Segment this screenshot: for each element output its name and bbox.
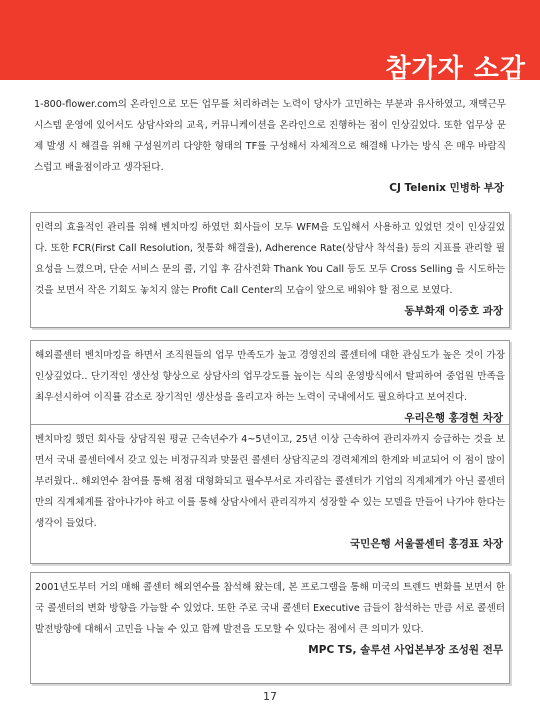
- quote-card-3: [30, 340, 510, 432]
- quote-card-5: [30, 572, 510, 684]
- quote-text: 벤치마킹 했던 회사들 상담직원 평균 근속년수가 4~5년이고, 25년 이상 근속하여 관리자까지 승급하는 것을 보면서 국내 콜센터에서 갖고 있는 비정규직과 맞물린 콜센터 상담직군의 경력체계의 한계와 비교되어 이 점이 많이 부러웠다.. 해외연수 참여를 통해 점점 대형화되고 필수부서로 자리잡는 콜센터가 기업의 직계체계가 아닌 콜센터 만의 직계체계를 잡아나가야 하고 이를 통해 상담사에서 관리직까지 성장할 수 있는 모델을 만들어 나가야 한다는 생각이 들었다.: [35, 434, 505, 529]
- quote-card-4: [30, 424, 510, 564]
- page-number: 17: [263, 690, 277, 703]
- quote-author: 국민은행 서울콜센터 홍경표 차장: [350, 538, 503, 550]
- quote-text: 1-800-flower.com의 온라인으로 모든 업무를 처리하려는 노력이 당사가 고민하는 부분과 유사하였고, 재택근무 시스템 운영에 있어서도 상담사와의 교육, 커뮤니케이션을 온라인으로 진행하는 점이 인상깊었다. 또한 업무상 문제 발생 시 해결을 위해 구성원끼리 다양한 형태의 TF를 구성해서 자체적으로 해결해 나가는 방식 은 매우 바람직스럽고 배울점이라고 생각된다.: [34, 99, 506, 173]
- quote-author: CJ Telenix 민병하 부장: [389, 182, 504, 194]
- header-bar: [0, 0, 540, 84]
- quote-author: MPC TS, 솔루션 사업본부장 조성원 전무: [308, 644, 503, 656]
- quote-card-1: [30, 90, 510, 198]
- quote-author: 우리은행 홍경현 차장: [404, 412, 503, 424]
- quote-card-2: [30, 212, 510, 328]
- quote-author: 동부화재 이중호 과장: [404, 305, 503, 317]
- page-title: 참가자 소감: [385, 54, 526, 84]
- quote-text: 인력의 효율적인 관리를 위해 벤치마킹 하였던 회사들이 모두 WFM을 도입해서 사용하고 있었던 것이 인상깊었다. 또한 FCR(First Call Resolution, 첫통화 해결율), Adherence Rate(상담사 착석율) 등의 지표를 관리할 필요성을 느꼈으며, 단순 서비스 문의 콜, 기입 후 감사전화 Thank You Call 등도 모두 Cross Selling 을 시도하는 것을 보면서 작은 기회도 놓치지 않는 Profit Call Center의 모습이 앞으로 배워야 할 점으로 보였다.: [35, 222, 505, 296]
- quote-text: 2001년도부터 거의 매해 콜센터 해외연수를 참석해 왔는데, 본 프로그램을 통해 미국의 트렌드 변화를 보면서 한국 콜센터의 변화 방향을 가늠할 수 있었다. 또한 주로 국내 콜센터 Executive 급들이 참석하는 만큼 서로 콜센터 발전방향에 대해서 고민을 나눌 수 있고 함께 발전을 도모할 수 있다는 점에서 큰 의미가 있다.: [35, 582, 505, 635]
- quote-text: 해외콜센터 벤치마킹을 하면서 조직원들의 업무 만족도가 높고 경영진의 콜센터에 대한 관심도가 높은 것이 가장 인상깊었다.. 단기적인 생산성 향상으로 상담사의 업무강도를 높이는 식의 운영방식에서 탈피하여 중업원 만족을 최우선시하여 이직률 감소로 장기적인 생산성을 올리고자 하는 노력이 국내에서도 필요하다고 보여진다.: [35, 350, 505, 403]
